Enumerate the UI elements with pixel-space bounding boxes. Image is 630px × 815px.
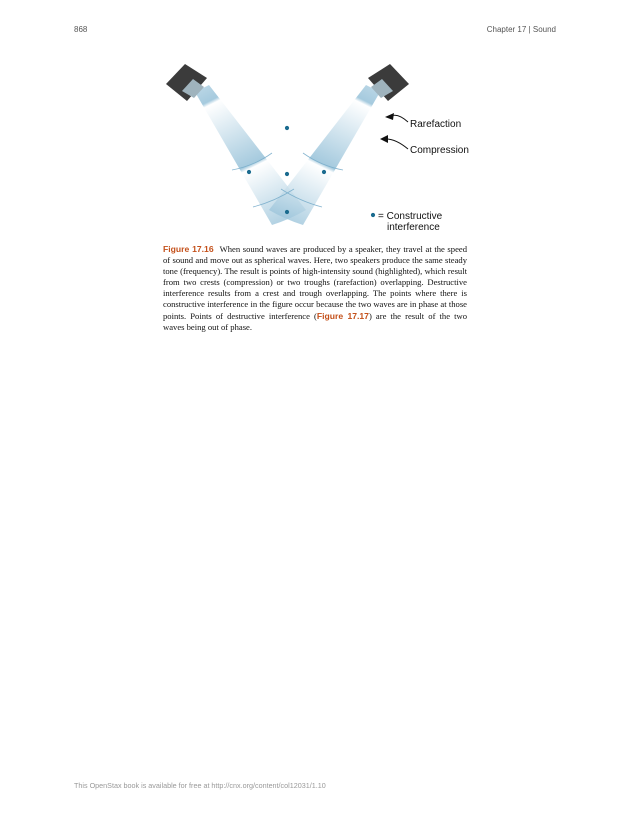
compression-arrowhead-icon <box>380 135 388 143</box>
legend-label-line2: interference <box>387 222 440 233</box>
interference-dot <box>285 172 289 176</box>
compression-pointer <box>386 139 408 149</box>
page-number: 868 <box>74 25 88 34</box>
caption-text-2: ) are the result of the two waves being out of phase. <box>163 310 467 332</box>
rarefaction-pointer <box>391 115 408 122</box>
rarefaction-label: Rarefaction <box>410 119 462 130</box>
compression-label: Compression <box>410 145 469 156</box>
right-wave-beam <box>269 85 380 225</box>
rarefaction-arrowhead-icon <box>385 113 394 120</box>
figure-caption <box>163 244 467 333</box>
interference-dot <box>247 170 251 174</box>
interference-dot <box>285 210 289 214</box>
figure-id: Figure 17.16 <box>163 244 214 254</box>
interference-dot <box>285 126 289 130</box>
figure-17-16 <box>160 55 480 237</box>
interference-diagram <box>160 55 480 237</box>
figure-ref-link[interactable]: Figure 17.17 <box>316 310 369 321</box>
page-footer: This OpenStax book is available for free at http://cnx.org/content/col12031/1.10 <box>74 781 326 790</box>
legend-label-line1: = Constructive <box>378 211 443 222</box>
caption-text-1: When sound waves are produced by a speaker, they travel at the speed of sound and move out as spherical waves. Here, two speakers produce the same steady tone (frequency). The result is points of high-intensity sound (highlighted), which result from two crests (compression) or two troughs (rarefaction) overlapping. Destructive interference results from a crest and trough overlapping. The points where there is constructive interference in the figure occur because the two waves are in phase at those points. Points of destructive interference ( <box>163 244 468 321</box>
interference-dot <box>322 170 326 174</box>
running-head: Chapter 17 | Sound <box>486 25 556 34</box>
legend-dot <box>371 213 375 217</box>
